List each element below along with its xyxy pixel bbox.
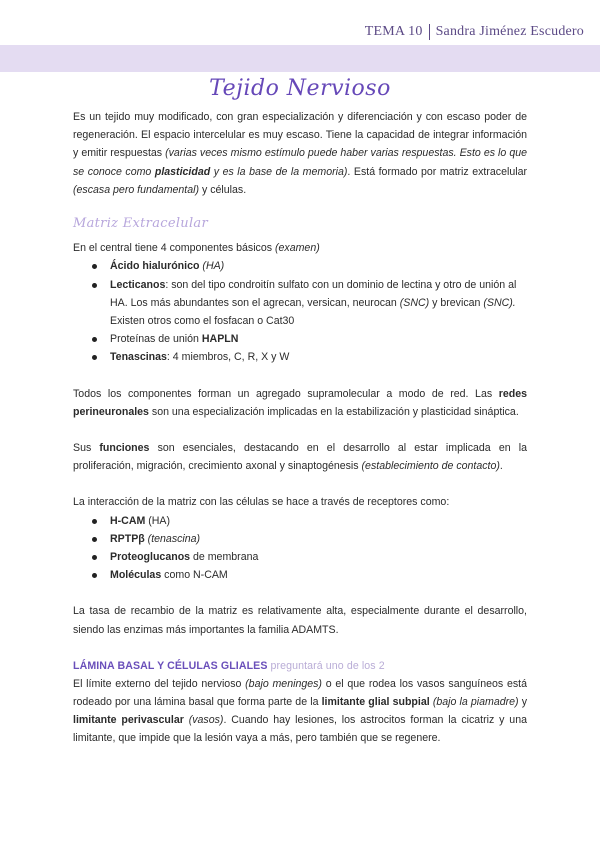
document-body — [73, 108, 527, 748]
page-header — [365, 24, 584, 40]
header-topic: TEMA 10 — [364, 24, 423, 39]
header-band — [0, 45, 600, 72]
receptor-list — [73, 512, 527, 585]
list-item: Proteínas de unión HAPLN — [73, 330, 527, 348]
section-heading-matrix: Matriz Extracelular — [73, 216, 208, 232]
section-heading-lamina: LÁMINA BASAL Y CÉLULAS GLIALES preguntará uno de los 2 — [73, 659, 385, 672]
exam-note: preguntará uno de los 2 — [267, 659, 385, 672]
network-paragraph: Todos los componentes forman un agregado supramolecular a modo de red. Las redes perineuronales son una especialización implicadas en la estabilización y plasticidad sináptica. — [73, 387, 527, 418]
list-item: Lecticanos: son del tipo condroitín sulfato con un dominio de lectina y otro de unión al HA. Los más abundantes son el agrecan, versican, neurocan (SNC) y brevican (SNC). Existen otros como el fosfacan o Cat30 — [73, 276, 527, 331]
intro-paragraph: Es un tejido muy modificado, con gran especialización y diferenciación y con escaso poder de regeneración. El espacio intercelular es muy escaso. Tiene la capacidad de integrar información y emitir respuestas (varias veces mismo estímulo puede haber varias respuestas. Esto es lo que se conoce como plasticidad y es la base de la memoria). Está formado por matriz extracelular (escasa pero fundamental) y células. — [73, 111, 528, 196]
list-item: Moléculas como N-CAM — [73, 566, 527, 584]
header-author: Sandra Jiménez Escudero — [435, 24, 584, 39]
turnover-paragraph: La tasa de recambio de la matriz es relativamente alta, especialmente durante el desarrollo, siendo las enzimas más importantes la familia ADAMTS. — [73, 605, 527, 636]
list-item: Proteoglucanos de membrana — [73, 548, 527, 566]
list-item: Ácido hialurónico (HA) — [73, 257, 527, 275]
header-separator — [429, 24, 430, 40]
list-item: Tenascinas: 4 miembros, C, R, X y W — [73, 348, 527, 366]
matrix-lead: En el central tiene 4 componentes básicos (examen) — [73, 242, 320, 255]
matrix-component-list — [73, 257, 527, 366]
list-item: RPTPβ (tenascina) — [73, 530, 527, 548]
receptors-lead: La interacción de la matriz con las células se hace a través de receptores como: — [73, 496, 450, 509]
list-item: H-CAM (HA) — [73, 512, 527, 530]
functions-paragraph: Sus funciones son esenciales, destacando en el desarrollo al estar implicada en la proliferación, migración, crecimiento axonal y sinaptogénesis (establecimiento de contacto). — [73, 442, 528, 473]
lamina-paragraph: El límite externo del tejido nervioso (bajo meninges) o el que rodea los vasos sanguíneos está rodeado por una lámina basal que forma parte de la limitante glial subpial (bajo la piamadre) y limitante perivascular (vasos). Cuando hay lesiones, los astrocitos forman la cicatriz y una limitante, que impide que la lesión vaya a más, pero también que se regenere. — [73, 677, 527, 745]
page-title: Tejido Nervioso — [209, 76, 391, 101]
